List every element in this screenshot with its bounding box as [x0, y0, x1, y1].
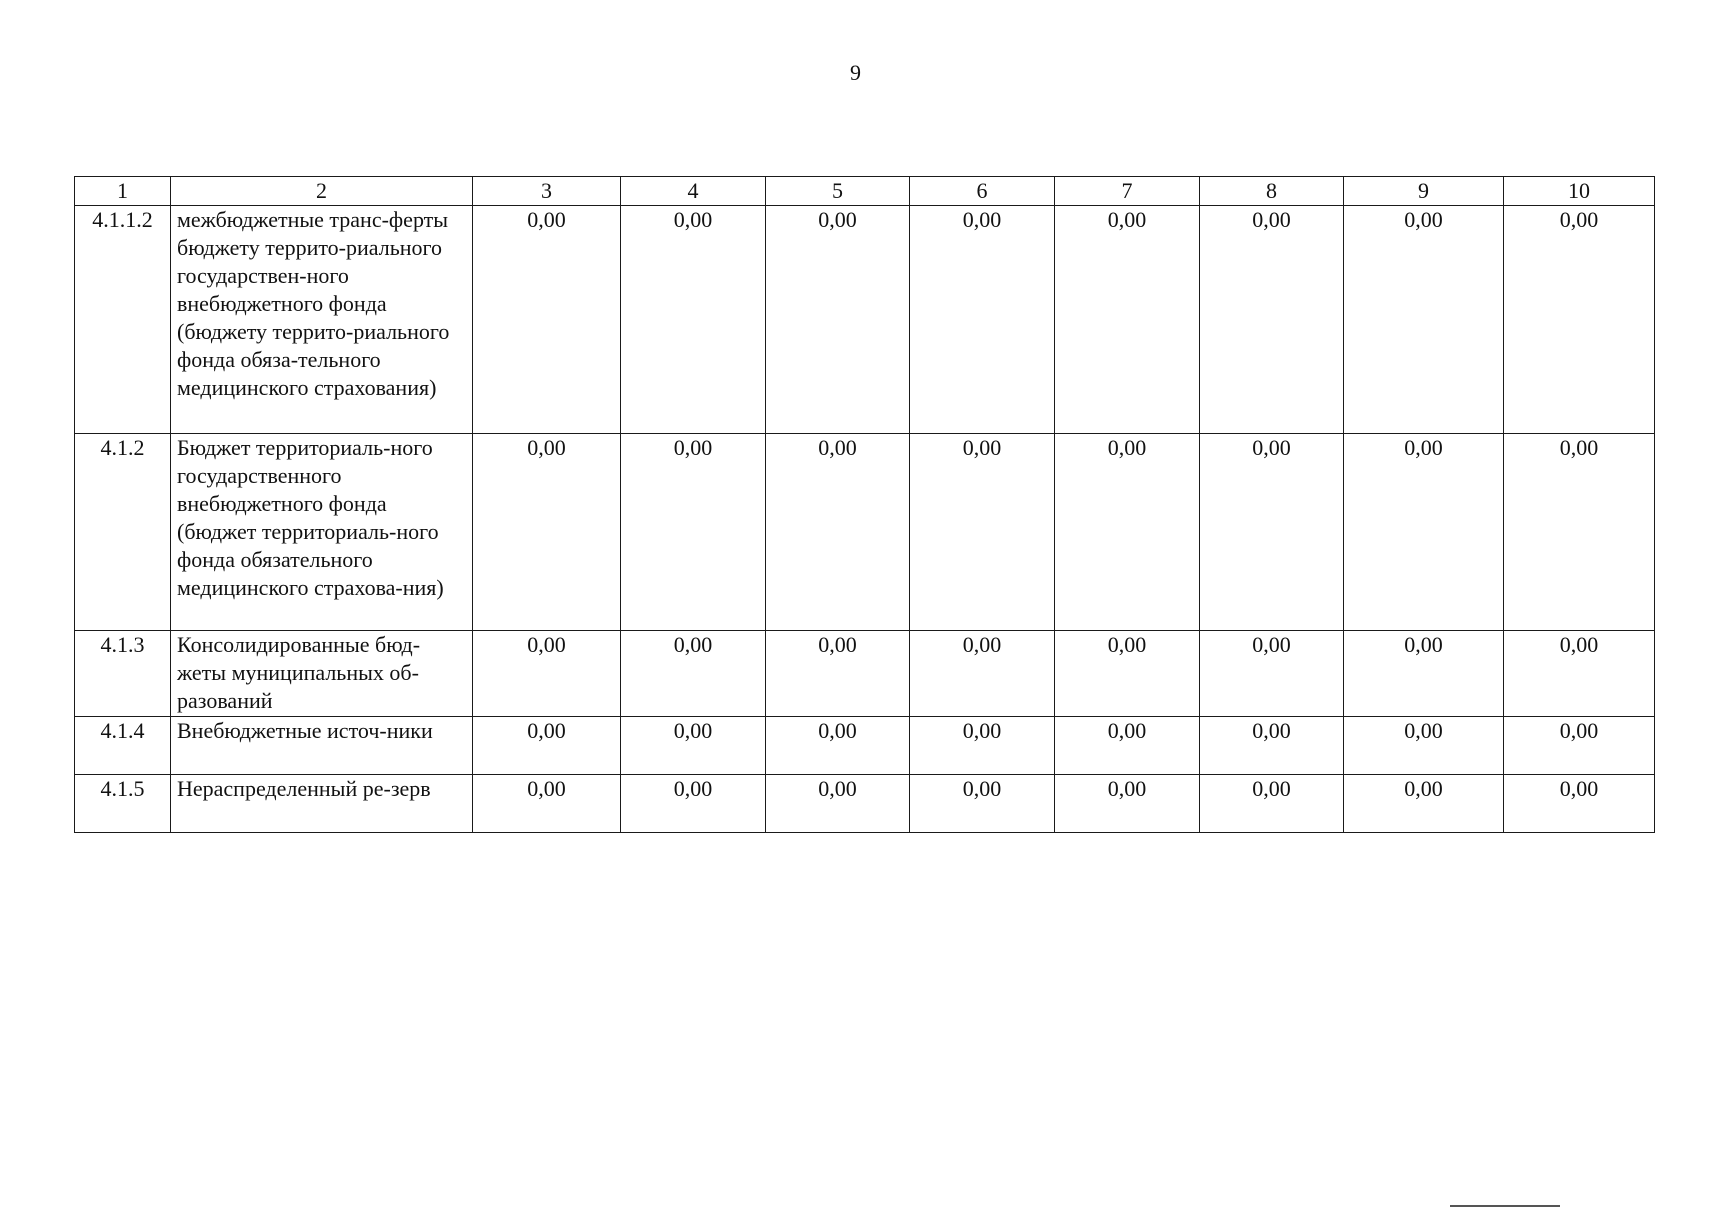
row-value: 0,00: [621, 206, 766, 434]
row-value: 0,00: [1344, 631, 1504, 717]
table-header: [75, 177, 1655, 206]
row-name: Внебюджетные источ-ники: [171, 717, 473, 775]
column-header: 10: [1504, 177, 1655, 206]
row-value: 0,00: [473, 775, 621, 833]
row-name: межбюджетные транс-ферты бюджету террито-риального государствен-ного внебюджетного фонда (бюджету террито-риального фонда обяза-тельного медицинского страхования): [171, 206, 473, 434]
row-value: 0,00: [1200, 206, 1344, 434]
row-value: 0,00: [1504, 206, 1655, 434]
row-value: 0,00: [766, 434, 910, 631]
row-value: 0,00: [766, 717, 910, 775]
row-value: 0,00: [1344, 775, 1504, 833]
row-value: 0,00: [621, 775, 766, 833]
row-value: 0,00: [910, 717, 1055, 775]
row-value: 0,00: [473, 631, 621, 717]
row-value: 0,00: [1504, 717, 1655, 775]
column-header: 9: [1344, 177, 1504, 206]
row-value: 0,00: [621, 434, 766, 631]
row-code: 4.1.2: [75, 434, 171, 631]
row-value: 0,00: [766, 206, 910, 434]
row-value: 0,00: [1504, 631, 1655, 717]
column-header: 4: [621, 177, 766, 206]
row-code: 4.1.3: [75, 631, 171, 717]
table-row: [75, 631, 1655, 717]
table-row: [75, 717, 1655, 775]
row-value: 0,00: [1504, 434, 1655, 631]
table-body: [75, 206, 1655, 833]
row-value: 0,00: [1200, 717, 1344, 775]
row-value: 0,00: [473, 717, 621, 775]
row-name: Бюджет территориаль-ного государственного внебюджетного фонда (бюджет территориаль-ного фонда обязательного медицинского страхова-ния): [171, 434, 473, 631]
row-value: 0,00: [766, 775, 910, 833]
row-value: 0,00: [621, 717, 766, 775]
column-header: 3: [473, 177, 621, 206]
row-value: 0,00: [1055, 775, 1200, 833]
row-value: 0,00: [1200, 434, 1344, 631]
header-row: [75, 177, 1655, 206]
row-code: 4.1.1.2: [75, 206, 171, 434]
column-header: 2: [171, 177, 473, 206]
row-value: 0,00: [910, 631, 1055, 717]
row-value: 0,00: [621, 631, 766, 717]
column-header: 7: [1055, 177, 1200, 206]
row-value: 0,00: [1200, 631, 1344, 717]
row-value: 0,00: [1344, 717, 1504, 775]
row-name: Консолидированные бюд-жеты муниципальных об-разований: [171, 631, 473, 717]
row-value: 0,00: [1200, 775, 1344, 833]
table-row: [75, 775, 1655, 833]
row-value: 0,00: [473, 206, 621, 434]
table-row: [75, 434, 1655, 631]
row-value: 0,00: [1055, 717, 1200, 775]
row-name: Нераспределенный ре-зерв: [171, 775, 473, 833]
row-value: 0,00: [910, 206, 1055, 434]
row-value: 0,00: [1055, 206, 1200, 434]
row-code: 4.1.5: [75, 775, 171, 833]
row-value: 0,00: [766, 631, 910, 717]
row-code: 4.1.4: [75, 717, 171, 775]
row-value: 0,00: [910, 434, 1055, 631]
row-value: 0,00: [1055, 434, 1200, 631]
column-header: 1: [75, 177, 171, 206]
row-value: 0,00: [910, 775, 1055, 833]
row-value: 0,00: [1055, 631, 1200, 717]
row-value: 0,00: [473, 434, 621, 631]
row-value: 0,00: [1344, 206, 1504, 434]
column-header: 5: [766, 177, 910, 206]
page-number: 9: [850, 60, 861, 85]
column-header: 6: [910, 177, 1055, 206]
row-value: 0,00: [1344, 434, 1504, 631]
budget-table: [74, 176, 1655, 833]
column-header: 8: [1200, 177, 1344, 206]
table-row: [75, 206, 1655, 434]
row-value: 0,00: [1504, 775, 1655, 833]
